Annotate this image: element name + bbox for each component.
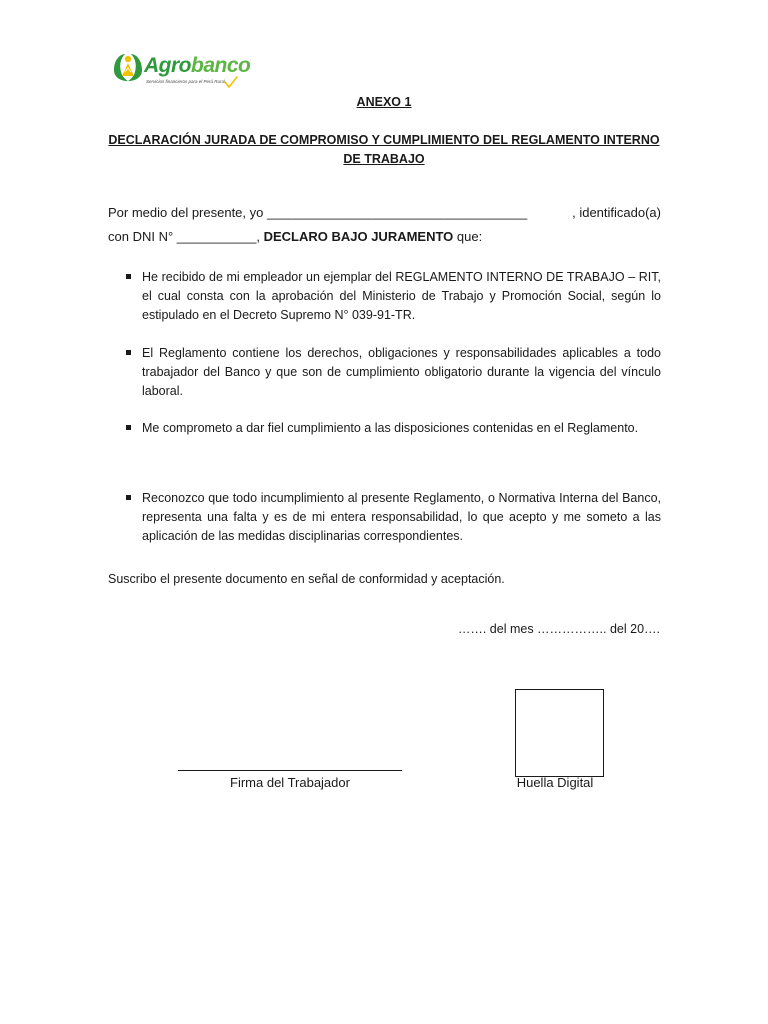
brand-tagline: Servicios financieros para el Perú Rural bbox=[146, 79, 226, 84]
signature-label: Firma del Trabajador bbox=[230, 775, 350, 790]
intro-text-identified: , identificado(a) bbox=[572, 205, 661, 220]
closing-statement: Suscribo el presente documento en señal de conformidad y aceptación. bbox=[108, 572, 505, 586]
intro-comma: , bbox=[256, 229, 260, 244]
list-item bbox=[108, 419, 661, 438]
intro-line-2 bbox=[108, 225, 661, 249]
bullet-marker-icon bbox=[126, 274, 131, 279]
list-item bbox=[108, 344, 661, 401]
date-line: ……. del mes …………….. del 20…. bbox=[457, 622, 660, 636]
intro-paragraph bbox=[108, 201, 661, 249]
document-title: DECLARACIÓN JURADA DE COMPROMISO Y CUMPLIMIENTO DEL REGLAMENTO INTERNO DE TRABAJO bbox=[108, 133, 660, 166]
list-item bbox=[108, 268, 661, 325]
list-item-text: He recibido de mi empleador un ejemplar del REGLAMENTO INTERNO DE TRABAJO – RIT, el cual consta con la aprobación del Ministerio de Trabajo y Promoción Social, según lo estipulado en el Decreto Supremo N° 039-91-TR. bbox=[142, 270, 661, 322]
annex-heading: ANEXO 1 bbox=[356, 95, 412, 109]
signature-line bbox=[178, 770, 402, 771]
dni-blank: ___________ bbox=[176, 229, 257, 244]
bullet-marker-icon bbox=[126, 425, 131, 430]
fingerprint-box bbox=[515, 689, 604, 777]
bullet-marker-icon bbox=[126, 495, 131, 500]
list-item-text: Me comprometo a dar fiel cumplimiento a las disposiciones contenidas en el Reglamento. bbox=[142, 421, 639, 435]
brand-name: Agrobanco bbox=[144, 54, 251, 77]
fingerprint-label: Huella Digital bbox=[516, 775, 594, 790]
declaration-bold: DECLARO BAJO JURAMENTO bbox=[263, 229, 454, 244]
dni-label: con DNI N° bbox=[108, 229, 174, 244]
list-item-text: Reconozco que todo incumplimiento al presente Reglamento, o Normativa Interna del Banco, representa una falta y es de mi entera responsabilidad, lo que acepto y me someto a las aplicación de las medidas disciplinarias correspondientes. bbox=[142, 491, 661, 543]
bullet-marker-icon bbox=[126, 350, 131, 355]
agrobanco-logo bbox=[108, 48, 251, 94]
list-item-text: El Reglamento contiene los derechos, obligaciones y responsabilidades aplicables a todo trabajador del Banco y que son de cumplimiento obligatorio durante la vigencia del vínculo laboral. bbox=[142, 346, 661, 398]
intro-text-start: Por medio del presente, yo bbox=[108, 205, 264, 220]
name-blank: ____________________________________ bbox=[267, 205, 528, 220]
agrobanco-emblem-icon bbox=[108, 48, 148, 88]
checkmark-icon bbox=[224, 76, 238, 90]
intro-text-end: que: bbox=[456, 229, 483, 244]
intro-line-1 bbox=[108, 201, 661, 225]
list-item bbox=[108, 489, 661, 546]
